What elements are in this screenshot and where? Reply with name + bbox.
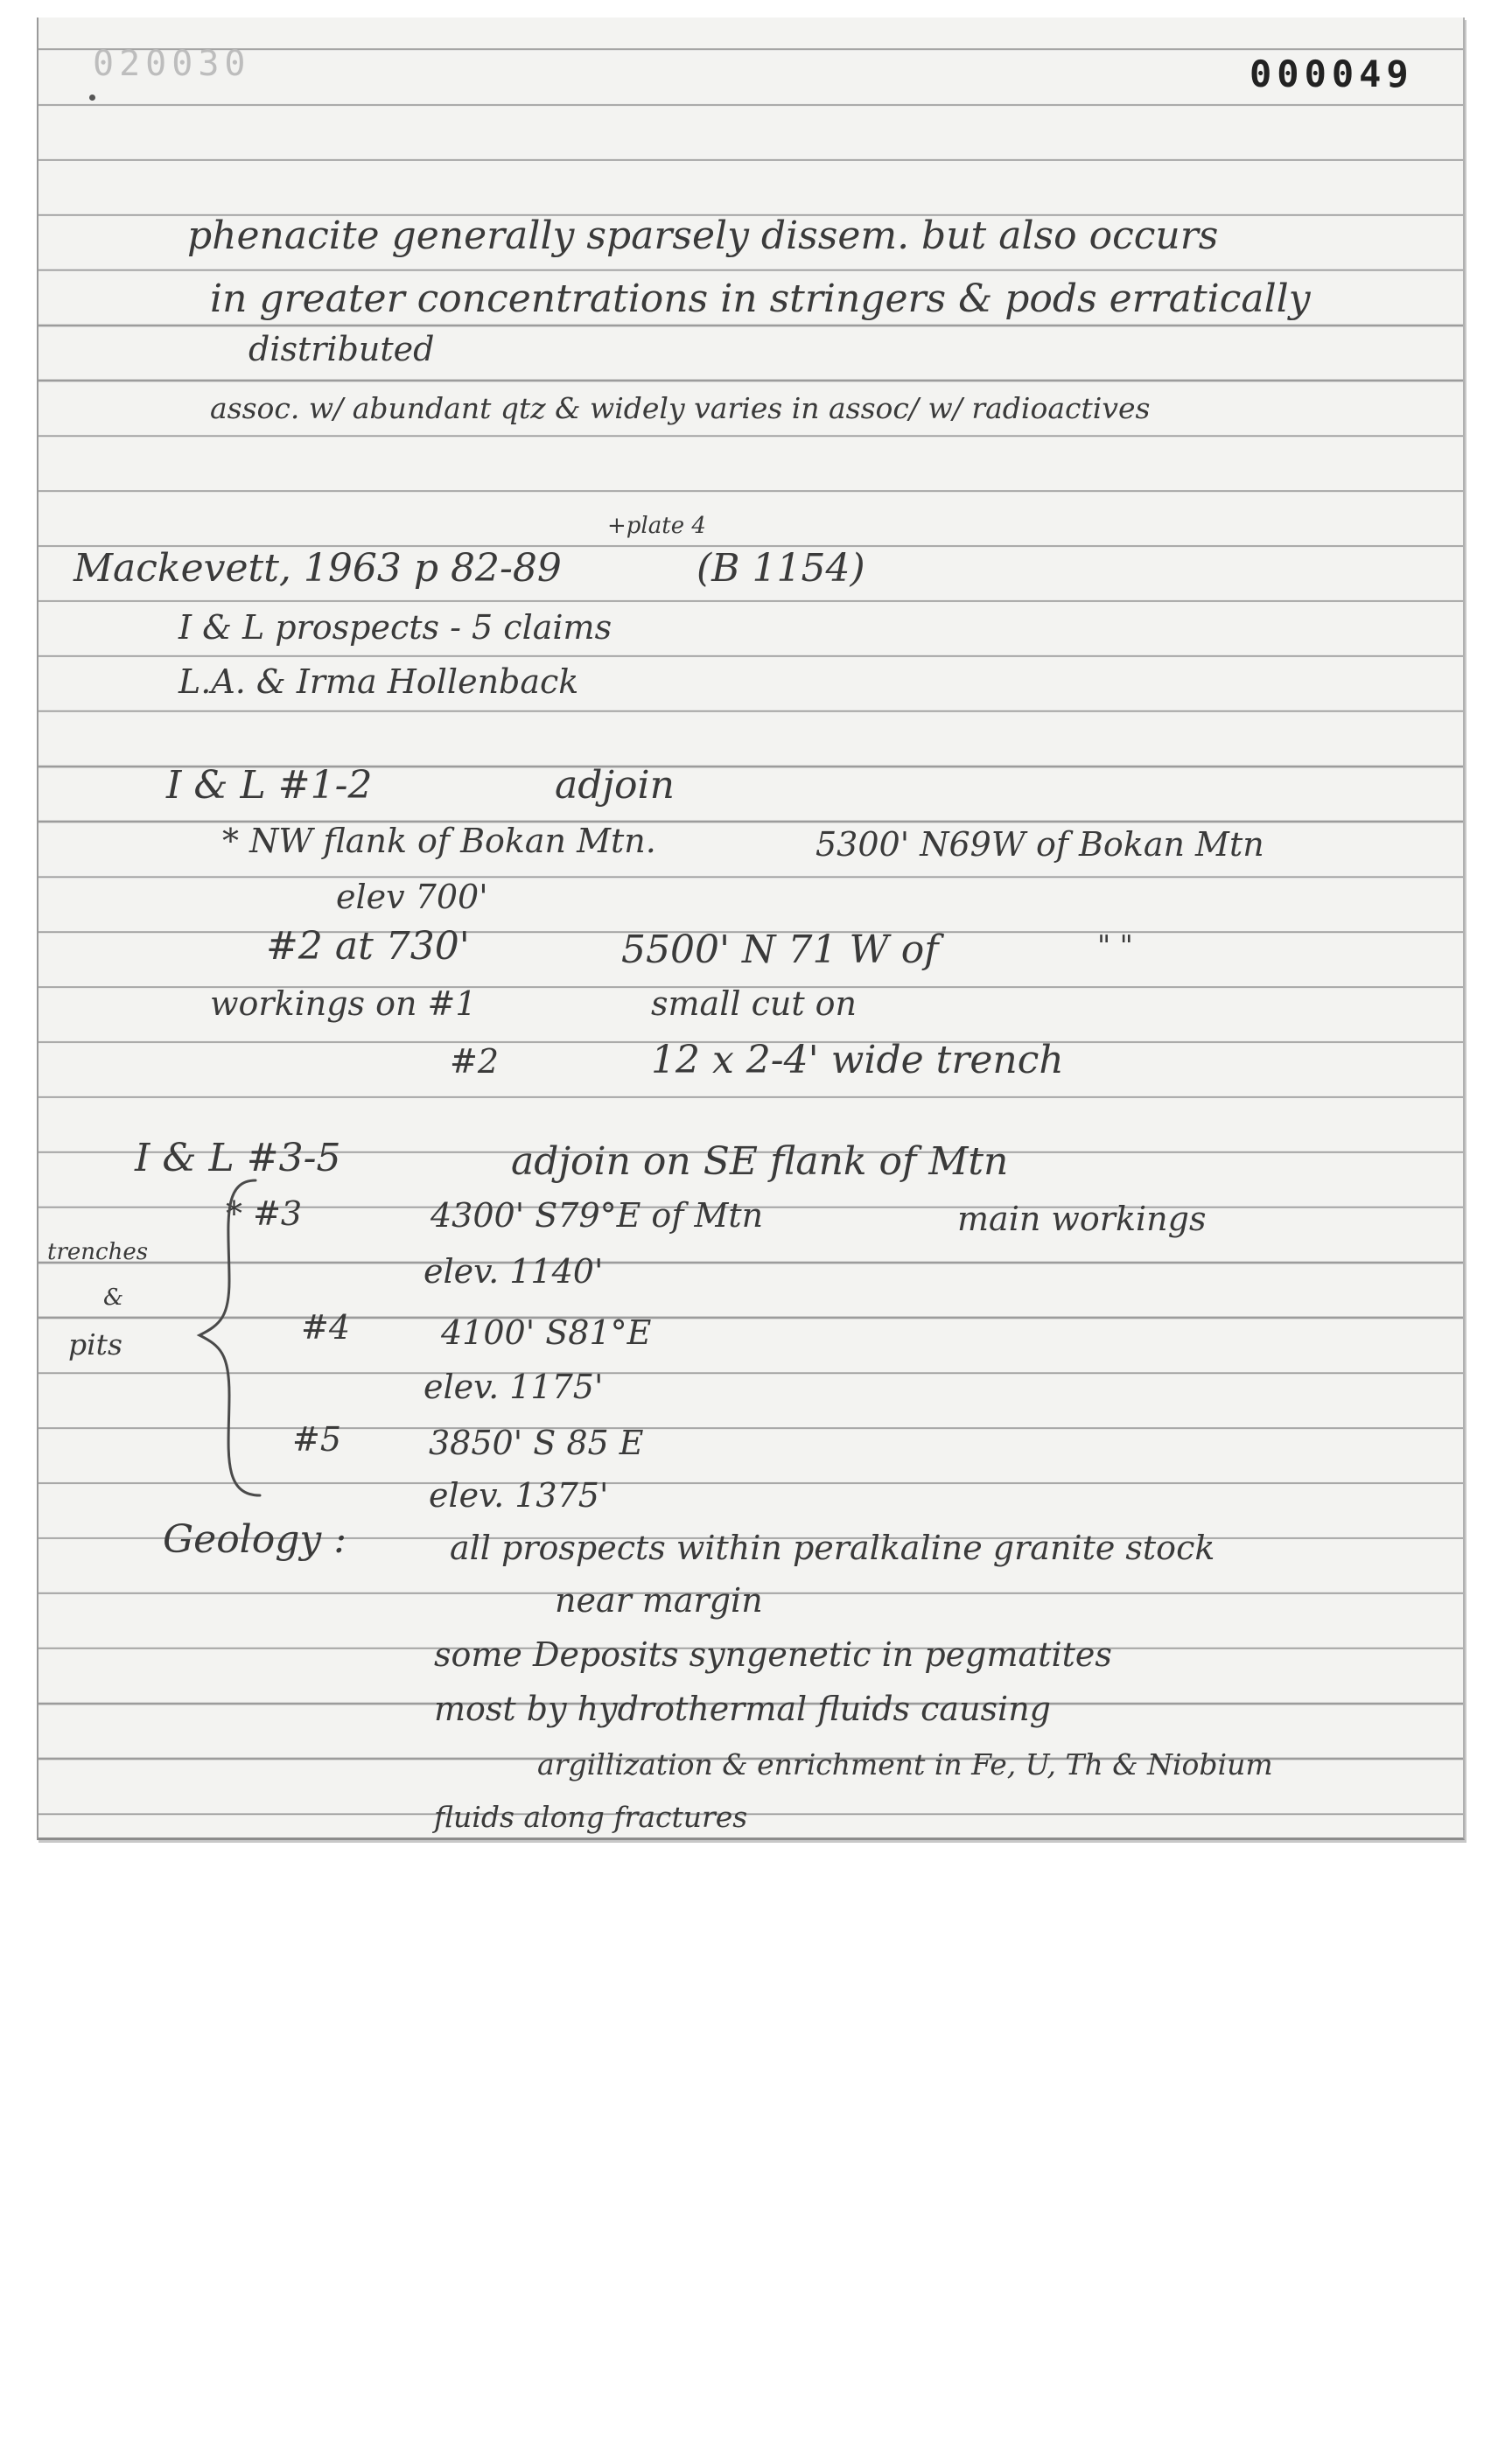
note-line: I & L prospects - 5 claims (178, 608, 612, 647)
curly-brace (194, 1176, 264, 1500)
note-line: adjoin (555, 763, 675, 808)
note-line: workings on #1 (210, 984, 477, 1023)
reference-superscript: +plate 4 (607, 513, 706, 539)
note-line: elev 700' (336, 878, 488, 916)
note-line: 5500' N 71 W of (621, 928, 939, 972)
note-line: small cut on (651, 984, 858, 1023)
note-line: * NW flank of Bokan Mtn. (222, 822, 656, 860)
note-line: assoc. w/ abundant qtz & widely varies in assoc/ w/ radioactives (210, 391, 1151, 425)
ink-dot (89, 94, 95, 101)
note-line: #2 (450, 1042, 500, 1081)
margin-note: pits (68, 1327, 122, 1362)
page-number-stamp: 000049 (1250, 52, 1414, 95)
note-line: 4100' S81°E (441, 1313, 652, 1352)
note-line: elev. 1175' (424, 1368, 604, 1406)
note-line: distributed (248, 330, 435, 368)
margin-note: trenches (47, 1239, 149, 1265)
note-line: in greater concentrations in stringers & pods erratically (210, 276, 1311, 321)
note-line: #5 (292, 1420, 342, 1459)
note-line: I & L #1-2 (166, 763, 373, 808)
note-line: 5300' N69W of Bokan Mtn (816, 825, 1264, 864)
note-line: argillization & enrichment in Fe, U, Th & Niobium (537, 1747, 1273, 1782)
note-line: 3850' S 85 E (429, 1424, 644, 1462)
note-line: I & L #3-5 (135, 1136, 341, 1180)
note-line: some Deposits syngenetic in pegmatites (434, 1635, 1112, 1674)
note-line: #4 (301, 1308, 351, 1347)
note-line: most by hydrothermal fluids causing (434, 1690, 1052, 1728)
reference-bulletin: (B 1154) (696, 546, 865, 591)
note-line: elev. 1140' (424, 1252, 604, 1291)
margin-note: & (103, 1284, 124, 1311)
note-line: main workings (957, 1200, 1207, 1238)
note-line: elev. 1375' (429, 1476, 609, 1515)
note-line: near margin (555, 1581, 763, 1620)
note-line: 4300' S79°E of Mtn (430, 1196, 764, 1235)
note-line: adjoin on SE flank of Mtn (511, 1139, 1009, 1184)
note-line: * #3 (226, 1194, 303, 1233)
note-line: phenacite generally sparsely dissem. but also occurs (187, 214, 1219, 258)
note-line: 12 x 2-4' wide trench (651, 1038, 1064, 1082)
reference-citation: Mackevett, 1963 p 82-89 (74, 546, 562, 591)
note-line: #2 at 730' (266, 924, 470, 969)
note-line: L.A. & Irma Hollenback (178, 662, 579, 701)
ditto-marks: " " (1097, 928, 1133, 962)
notebook-sheet (37, 18, 1465, 1840)
note-line: fluids along fractures (434, 1800, 748, 1834)
section-heading-geology: Geology : (163, 1517, 347, 1562)
page-number-stamp-faded: 020030 (93, 44, 251, 84)
note-line: all prospects within peralkaline granite stock (450, 1529, 1215, 1567)
